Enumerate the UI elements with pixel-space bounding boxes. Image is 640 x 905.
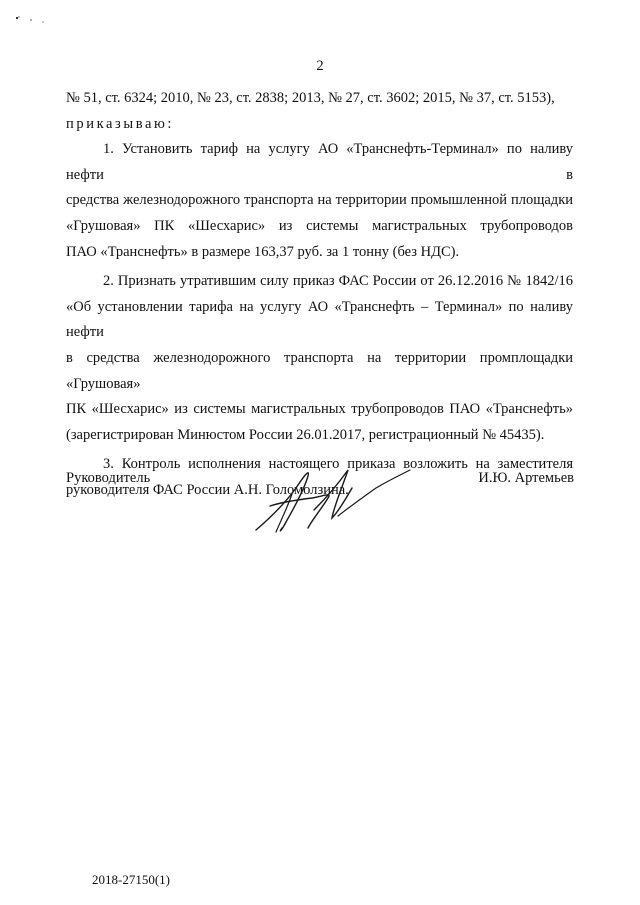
citation-line: № 51, ст. 6324; 2010, № 23, ст. 2838; 2013, № 27, ст. 3602; 2015, № 37, ст. 5153), [66,90,555,106]
item-2-line-2: «Об установлении тарифа на услугу АО «Транснефть – Терминал» по наливу нефти [66,298,573,341]
document-body [66,86,573,504]
order-word: приказываю: [66,115,175,132]
item-2-line-3: в средства железнодорожного транспорта на территории промплощадки «Грушовая» [66,349,573,392]
item-1-line-2: средства железнодорожного транспорта на территории промышленной площадки [66,192,573,209]
signatory-name: И.Ю. Артемьев [478,470,574,486]
item-1-paragraph [66,137,573,265]
item-3-line-1: 3. Контроль исполнения настоящего приказа возложить на заместителя [103,456,573,473]
item-2-line-4: ПК «Шесхарис» из системы магистральных трубопроводов ПАО «Транснефть» [66,401,573,418]
scan-specks [14,14,54,24]
handwritten-signature [252,458,417,538]
signatory-position: Руководитель [66,470,151,486]
item-2-line-1: 2. Признать утратившим силу приказ ФАС России от 26.12.2016 № 1842/16 [103,273,573,290]
item-1-line-3: «Грушовая» ПК «Шесхарис» из системы магистральных трубопроводов [66,217,573,234]
document-number: 2018-27150(1) [92,872,170,887]
item-2-paragraph [66,269,573,448]
item-1-line-4: ПАО «Транснефть» в размере 163,37 руб. за 1 тонну (без НДС). [66,243,460,260]
page-number: 2 [316,58,324,74]
item-2-line-5: (зарегистрирован Минюстом России 26.01.2017, регистрационный № 45435). [66,426,545,443]
item-1-line-1: 1. Установить тариф на услугу АО «Транснефть-Терминал» по наливу нефти в [66,141,573,183]
item-3-line-2: руководителя ФАС России А.Н. Голомолзина. [66,481,349,498]
